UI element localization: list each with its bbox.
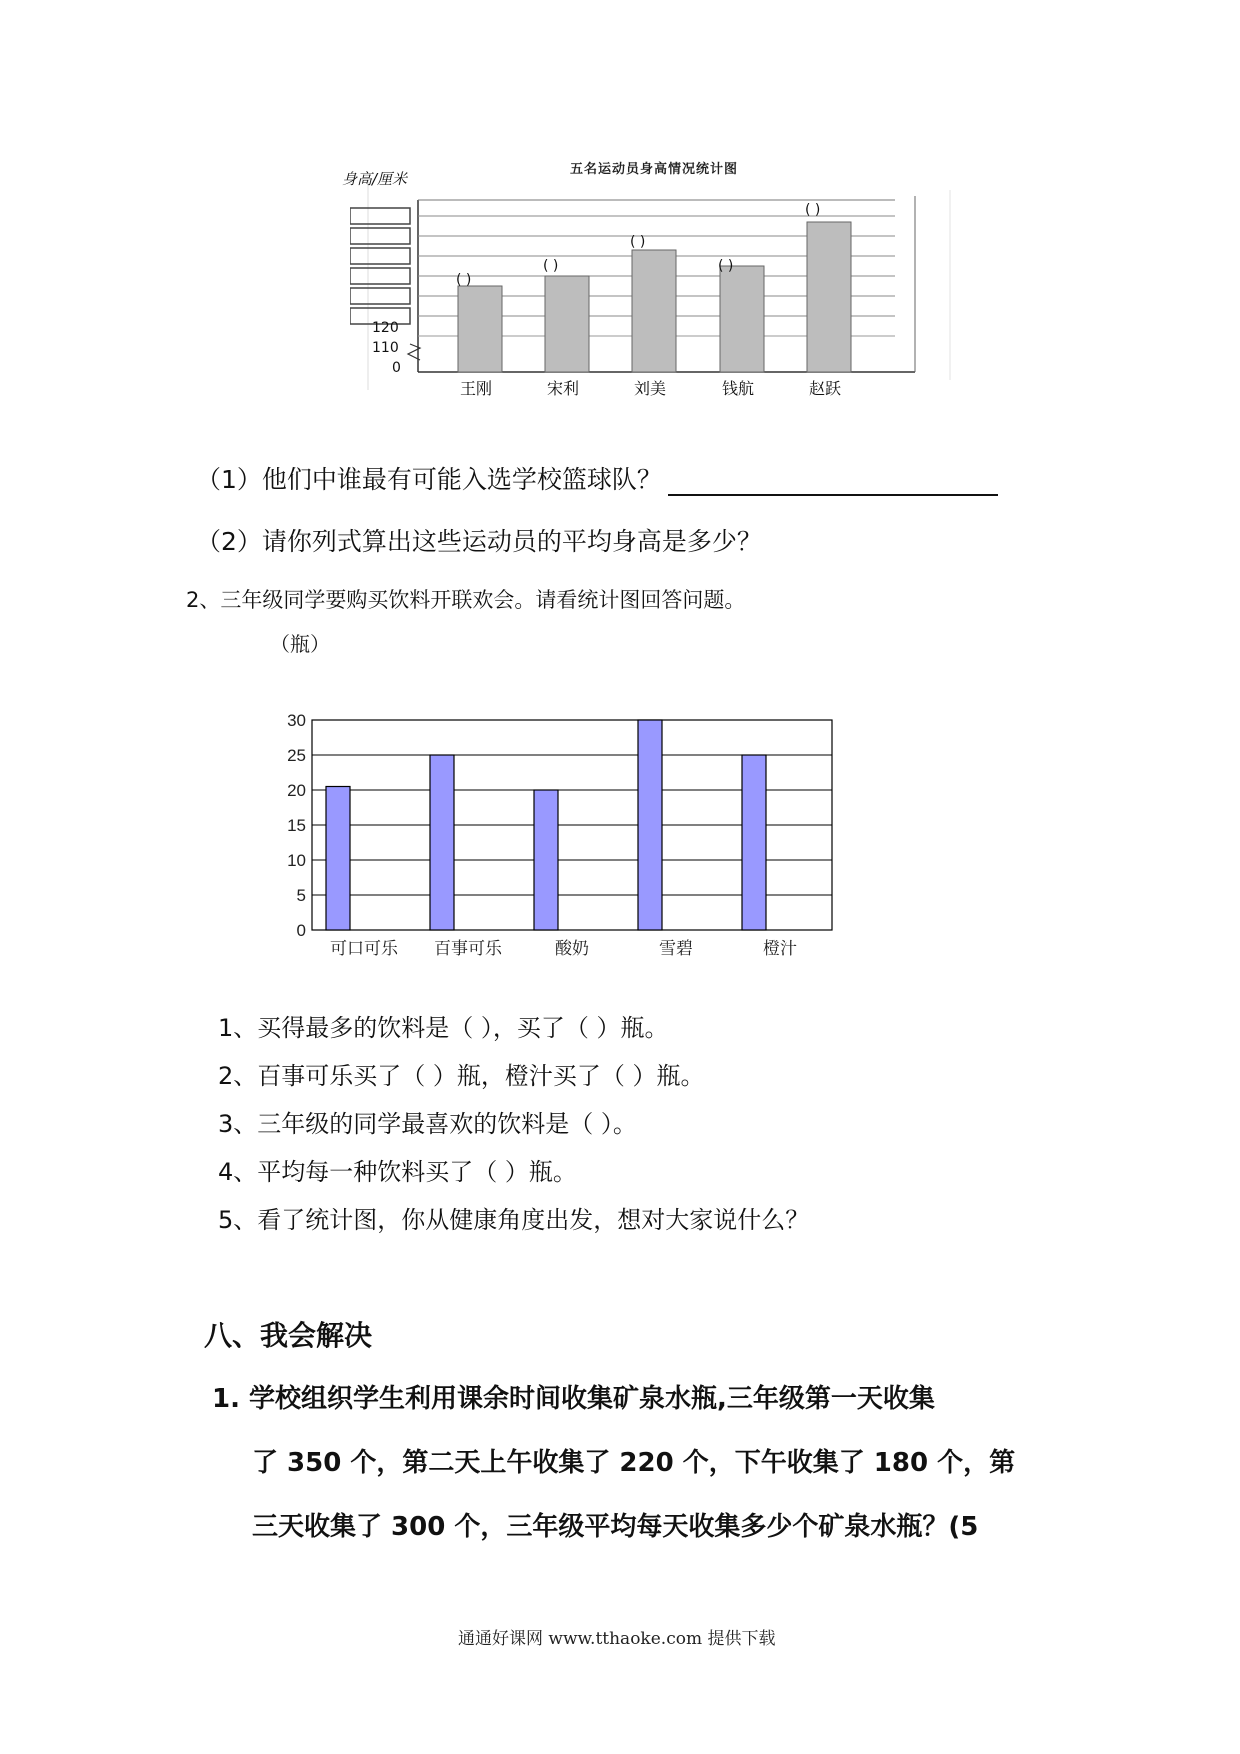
- drink-y-tick: 10: [287, 851, 306, 870]
- legend-box-1: [350, 208, 410, 224]
- question-2-4: 4、平均每一种饮料买了（ ）瓶。: [218, 1158, 577, 1186]
- question-2-1: 1、买得最多的饮料是（ ），买了（ ）瓶。: [218, 1014, 669, 1042]
- drink-bar-5: [742, 755, 766, 930]
- legend-box-2: [350, 228, 410, 244]
- drink-bar-1: [326, 787, 350, 931]
- section-8-p1-line3: 三天收集了 300 个，三年级平均每天收集多少个矿泉水瓶？(5: [252, 1512, 979, 1542]
- page-footer: 通通好课网 www.tthaoke.com 提供下载: [458, 1629, 776, 1649]
- height-chart-title: 五名运动员身高情况统计图: [570, 162, 739, 177]
- drink-chart: [260, 700, 850, 960]
- question-1-2: （2）请你列式算出这些运动员的平均身高是多少？: [196, 527, 762, 556]
- drink-x-label-3: 酸奶: [555, 939, 589, 959]
- height-bar-3-blank: ( ): [630, 234, 646, 250]
- drink-x-label-5: 橙汁: [763, 939, 797, 959]
- legend-box-3: [350, 248, 410, 264]
- section-8-p1-line1: 1. 学校组织学生利用课余时间收集矿泉水瓶,三年级第一天收集: [212, 1384, 935, 1414]
- height-cat-3: 刘美: [634, 379, 667, 398]
- height-bar-1-blank: ( ): [456, 272, 472, 288]
- section-8-heading: 八、我会解决: [204, 1319, 373, 1352]
- y-tick-110: 110: [372, 340, 399, 356]
- height-cat-2: 宋利: [547, 379, 580, 398]
- question-1-1: [196, 460, 998, 496]
- height-bar-2: [545, 276, 589, 372]
- question-2-2: 2、百事可乐买了（ ）瓶，橙汁买了（ ）瓶。: [218, 1062, 705, 1090]
- question-2-5: 5、看了统计图，你从健康角度出发，想对大家说什么？: [218, 1206, 810, 1234]
- height-bar-5-blank: ( ): [805, 202, 821, 218]
- drink-x-label-4: 雪碧: [659, 939, 693, 959]
- drink-y-tick: 5: [296, 886, 306, 905]
- height-cat-1: 王刚: [460, 379, 493, 398]
- height-bar-4-blank: ( ): [718, 258, 734, 274]
- problem-2-intro: 2、三年级同学要购买饮料开联欢会。请看统计图回答问题。: [186, 588, 746, 612]
- height-chart: [342, 150, 1030, 440]
- question-1-1-text: （1）他们中谁最有可能入选学校篮球队？: [196, 465, 662, 494]
- height-bar-3: [632, 250, 676, 372]
- drink-y-tick: 20: [287, 781, 306, 800]
- drink-bar-2: [430, 755, 454, 930]
- section-8-p1-line2: 了 350 个，第二天上午收集了 220 个，下午收集了 180 个，第: [252, 1448, 1016, 1478]
- legend-box-4: [350, 268, 410, 284]
- drink-bar-3: [534, 790, 558, 930]
- drink-x-label-1: 可口可乐: [330, 939, 398, 959]
- drink-y-tick: 30: [287, 711, 306, 730]
- height-cat-5: 赵跃: [809, 379, 842, 398]
- height-cat-4: 钱航: [722, 379, 755, 398]
- height-chart-ylabel: 身高/厘米: [342, 170, 408, 188]
- drink-chart-ylabel: （瓶）: [270, 632, 330, 656]
- height-bar-5: [807, 222, 851, 372]
- height-bar-2-blank: ( ): [543, 258, 559, 274]
- drink-bar-4: [638, 720, 662, 930]
- drink-x-label-2: 百事可乐: [434, 939, 502, 959]
- question-2-3: 3、三年级的同学最喜欢的饮料是（ ）。: [218, 1110, 637, 1138]
- height-bar-1: [458, 286, 502, 372]
- legend-box-5: [350, 288, 410, 304]
- answer-line[interactable]: [668, 468, 998, 496]
- height-bar-4: [720, 266, 764, 372]
- y-tick-120: 120: [372, 320, 399, 336]
- height-chart-svg: [350, 150, 1030, 440]
- y-tick-0: 0: [392, 360, 401, 376]
- drink-y-tick: 25: [287, 746, 306, 765]
- drink-y-tick: 15: [287, 816, 306, 835]
- drink-y-tick: 0: [296, 921, 306, 940]
